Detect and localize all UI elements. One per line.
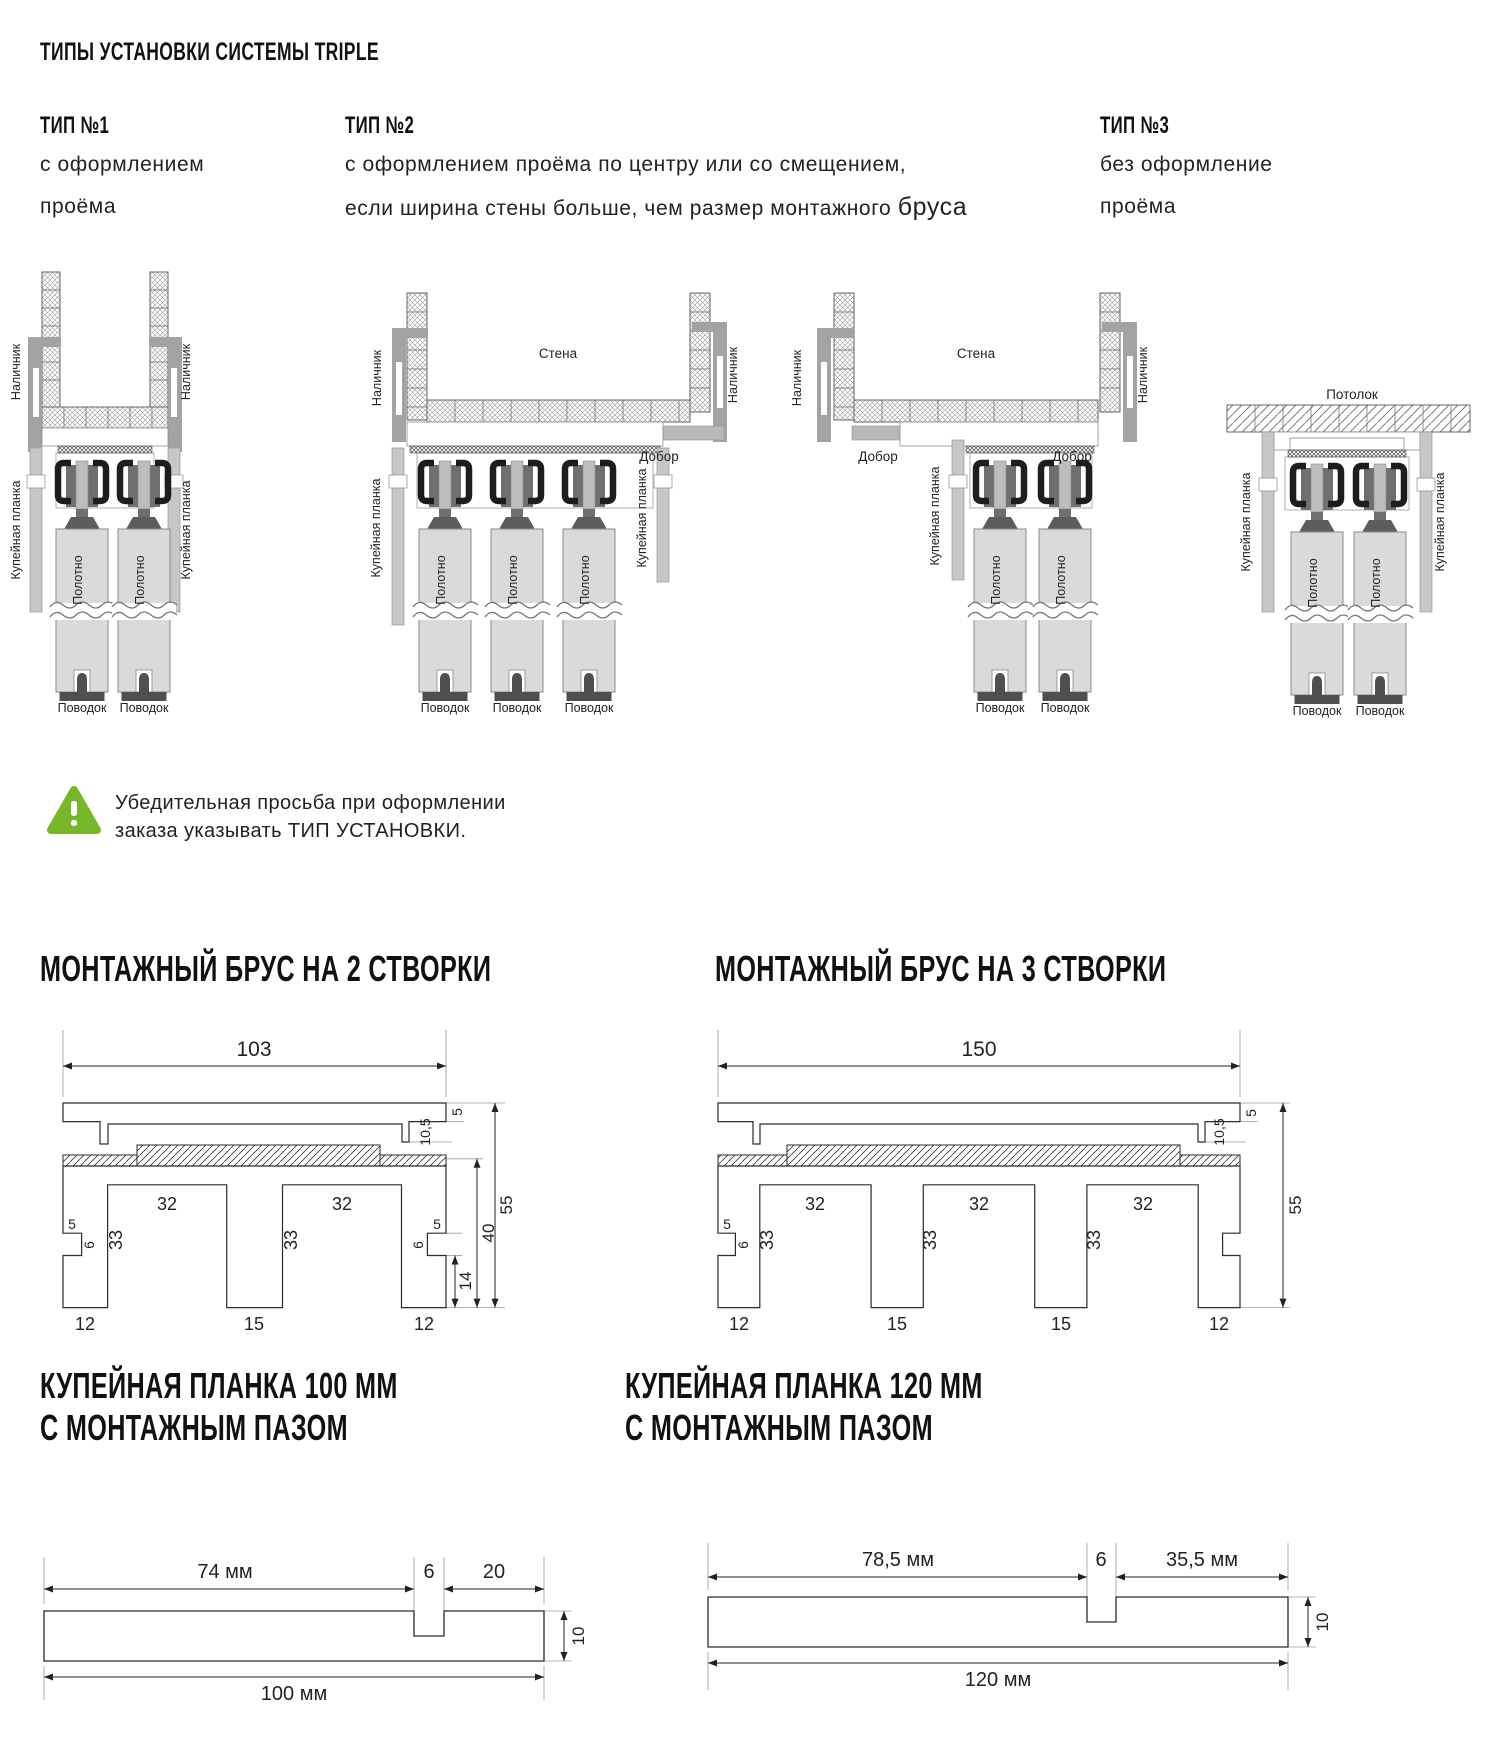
kupeynaya-planka-label: Купейная планка xyxy=(179,480,193,580)
planka120-title xyxy=(625,1365,983,1449)
diagram-type3 xyxy=(1227,387,1470,718)
door-panel xyxy=(968,529,1033,701)
brus3-board-thk: 5 xyxy=(1243,1109,1259,1117)
brus2-step: 10,5 xyxy=(417,1118,433,1146)
installation-diagrams xyxy=(0,255,1512,730)
polotno-label: Полотно xyxy=(1369,558,1383,608)
type1-desc-line1: с оформлением xyxy=(40,153,205,176)
brus2-leg: 12 xyxy=(413,1314,435,1334)
type2-desc-line2b: бруса xyxy=(897,193,968,221)
kupeynaya-planka-label: Купейная планка xyxy=(369,478,383,578)
warning-triangle-icon xyxy=(46,784,102,840)
brus2-notch-w: 5 xyxy=(68,1216,76,1232)
planka100-title-line2: С МОНТАЖНЫМ ПАЗОМ xyxy=(40,1407,348,1448)
brus3-notch-w: 5 xyxy=(723,1216,731,1232)
kupeynaya-planka-bar-right xyxy=(1420,432,1432,612)
polotno-label: Полотно xyxy=(71,555,85,605)
povodok-label: Поводок xyxy=(1292,704,1342,718)
povodok-label: Поводок xyxy=(420,701,470,715)
planka100-dim-thk: 10 xyxy=(569,1626,588,1646)
dobor-label: Добор xyxy=(1052,449,1092,464)
brus3-mid: 15 xyxy=(1050,1314,1072,1334)
door-panel xyxy=(112,529,177,701)
povodok-label: Поводок xyxy=(975,701,1025,715)
brus3-mid: 15 xyxy=(886,1314,908,1334)
dobor-label: Добор xyxy=(858,449,898,464)
type3-desc-line1: без оформление xyxy=(1100,153,1273,176)
nalichnik-label: Наличник xyxy=(9,343,23,401)
brus2-board-thk: 5 xyxy=(449,1108,465,1116)
povodok-label: Поводок xyxy=(1355,704,1405,718)
kupeynaya-planka-label: Купейная планка xyxy=(1433,472,1447,572)
planka100-drawing xyxy=(0,1535,600,1725)
type3-name: ТИП №3 xyxy=(1100,112,1170,139)
planka120-dim-total: 120 мм xyxy=(964,1669,1032,1691)
door-panel xyxy=(557,529,622,701)
door-panel xyxy=(50,529,115,701)
type2-desc-line1: с оформлением проёма по центру или со смещением, xyxy=(345,153,907,176)
planka120-dim-thk: 10 xyxy=(1313,1612,1332,1632)
nalichnik-label: Наличник xyxy=(1136,346,1150,404)
kupeynaya-planka-label: Купейная планка xyxy=(635,468,649,568)
brus3-leg: 12 xyxy=(1208,1314,1230,1334)
planka120-title-line1: КУПЕЙНАЯ ПЛАНКА 120 ММ xyxy=(625,1365,983,1406)
kupeynaya-planka-label: Купейная планка xyxy=(928,466,942,566)
brus3-step: 10,5 xyxy=(1211,1118,1227,1146)
planka100-title-line1: КУПЕЙНАЯ ПЛАНКА 100 ММ xyxy=(40,1365,398,1406)
page-title: ТИПЫ УСТАНОВКИ СИСТЕМЫ TRIPLE xyxy=(40,38,379,66)
stena-label: Стена xyxy=(956,346,996,361)
brus2-slot-depth: 33 xyxy=(281,1229,301,1251)
brus2-drawing xyxy=(0,1015,560,1350)
type3-desc xyxy=(1100,144,1273,228)
kupeynaya-planka-bar-right xyxy=(657,448,669,582)
brus3-slot-depth: 33 xyxy=(757,1229,777,1251)
stena-label: Стена xyxy=(538,346,578,361)
door-panel xyxy=(1348,532,1413,704)
potolok-label: Потолок xyxy=(1326,387,1378,402)
polotno-label: Полотно xyxy=(1054,555,1068,605)
brus3-slot-width: 32 xyxy=(968,1194,990,1214)
type3-desc-line2: проёма xyxy=(1100,195,1177,218)
type2-desc xyxy=(345,144,967,230)
brus3-slot-width: 32 xyxy=(1132,1194,1154,1214)
polotno-label: Полотно xyxy=(133,555,147,605)
planka120-title-line2: С МОНТАЖНЫМ ПАЗОМ xyxy=(625,1407,933,1448)
brus2-title: МОНТАЖНЫЙ БРУС НА 2 СТВОРКИ xyxy=(40,948,492,989)
kupeynaya-planka-bar-left xyxy=(392,448,404,625)
planka100-dim-total: 100 мм xyxy=(260,1683,328,1705)
door-panel xyxy=(1285,532,1350,704)
nalichnik-label: Наличник xyxy=(790,349,804,407)
kupeynaya-planka-bar-left xyxy=(30,448,42,612)
nalichnik-label: Наличник xyxy=(726,346,740,404)
povodok-label: Поводок xyxy=(564,701,614,715)
kupeynaya-planka-bar-left xyxy=(1262,432,1274,612)
planka120-dim-left: 78,5 мм xyxy=(862,1549,934,1571)
nalichnik-label: Наличник xyxy=(370,349,384,407)
brus3-notch-h: 6 xyxy=(735,1241,751,1249)
kupeynaya-planka-label: Купейная планка xyxy=(9,480,23,580)
brus3-dim-150: 150 xyxy=(961,1038,997,1061)
door-panel xyxy=(485,529,550,701)
warning-line1: Убедительная просьба при оформлении xyxy=(115,792,506,814)
door-panel xyxy=(1033,529,1098,701)
diagram-type2-offset xyxy=(369,293,740,715)
brus3-slot-width: 32 xyxy=(804,1194,826,1214)
brus3-h55: 55 xyxy=(1286,1195,1305,1215)
planka120-dim-notch: 6 xyxy=(1095,1549,1107,1571)
brus2-slot-width: 32 xyxy=(331,1194,353,1214)
door-panel xyxy=(413,529,478,701)
diagram-type2-mirrored xyxy=(790,293,1150,715)
warning-line2: заказа указывать ТИП УСТАНОВКИ. xyxy=(115,820,467,842)
povodok-label: Поводок xyxy=(492,701,542,715)
polotno-label: Полотно xyxy=(506,555,520,605)
type1-name: ТИП №1 xyxy=(40,112,110,139)
povodok-label: Поводок xyxy=(1040,701,1090,715)
polotno-label: Полотно xyxy=(578,555,592,605)
kupeynaya-planka-bar-left xyxy=(952,440,964,580)
povodok-label: Поводок xyxy=(57,701,107,715)
warning-text xyxy=(115,789,506,845)
polotno-label: Полотно xyxy=(1306,558,1320,608)
type1-desc-line2: проёма xyxy=(40,195,117,218)
brus2-dim-103: 103 xyxy=(236,1038,272,1061)
brus2-notch-h: 6 xyxy=(81,1241,97,1249)
brus2-notch-h: 6 xyxy=(410,1241,426,1249)
planka120-dim-right: 35,5 мм xyxy=(1166,1549,1238,1571)
dobor-label: Добор xyxy=(639,449,679,464)
brus2-notch-w: 5 xyxy=(433,1216,441,1232)
planka100-dim-right: 20 xyxy=(482,1561,506,1583)
polotno-label: Полотно xyxy=(989,555,1003,605)
brus3-slot-depth: 33 xyxy=(920,1229,940,1251)
brus2-slot-depth: 33 xyxy=(106,1229,126,1251)
polotno-label: Полотно xyxy=(434,555,448,605)
brus2-h40: 40 xyxy=(479,1223,498,1243)
brus2-h55: 55 xyxy=(497,1195,516,1215)
brus3-leg: 12 xyxy=(728,1314,750,1334)
brus2-leg: 12 xyxy=(74,1314,96,1334)
diagram-type1 xyxy=(9,272,193,715)
planka100-title xyxy=(40,1365,398,1449)
brus3-title: МОНТАЖНЫЙ БРУС НА 3 СТВОРКИ xyxy=(715,948,1167,989)
povodok-label: Поводок xyxy=(119,701,169,715)
planka120-drawing xyxy=(620,1535,1360,1725)
brus2-mid: 15 xyxy=(243,1314,265,1334)
brus2-slot-width: 32 xyxy=(156,1194,178,1214)
planka100-dim-left: 74 мм xyxy=(197,1561,253,1583)
planka100-dim-notch: 6 xyxy=(423,1561,435,1583)
type2-name: ТИП №2 xyxy=(345,112,415,139)
brus3-drawing xyxy=(640,1015,1340,1350)
brus3-slot-depth: 33 xyxy=(1084,1229,1104,1251)
type2-desc-line2a: если ширина стены больше, чем размер монтажного xyxy=(345,197,898,220)
type1-desc xyxy=(40,144,204,228)
nalichnik-label: Наличник xyxy=(179,343,193,401)
brus2-h14: 14 xyxy=(456,1271,475,1291)
kupeynaya-planka-label: Купейная планка xyxy=(1239,472,1253,572)
